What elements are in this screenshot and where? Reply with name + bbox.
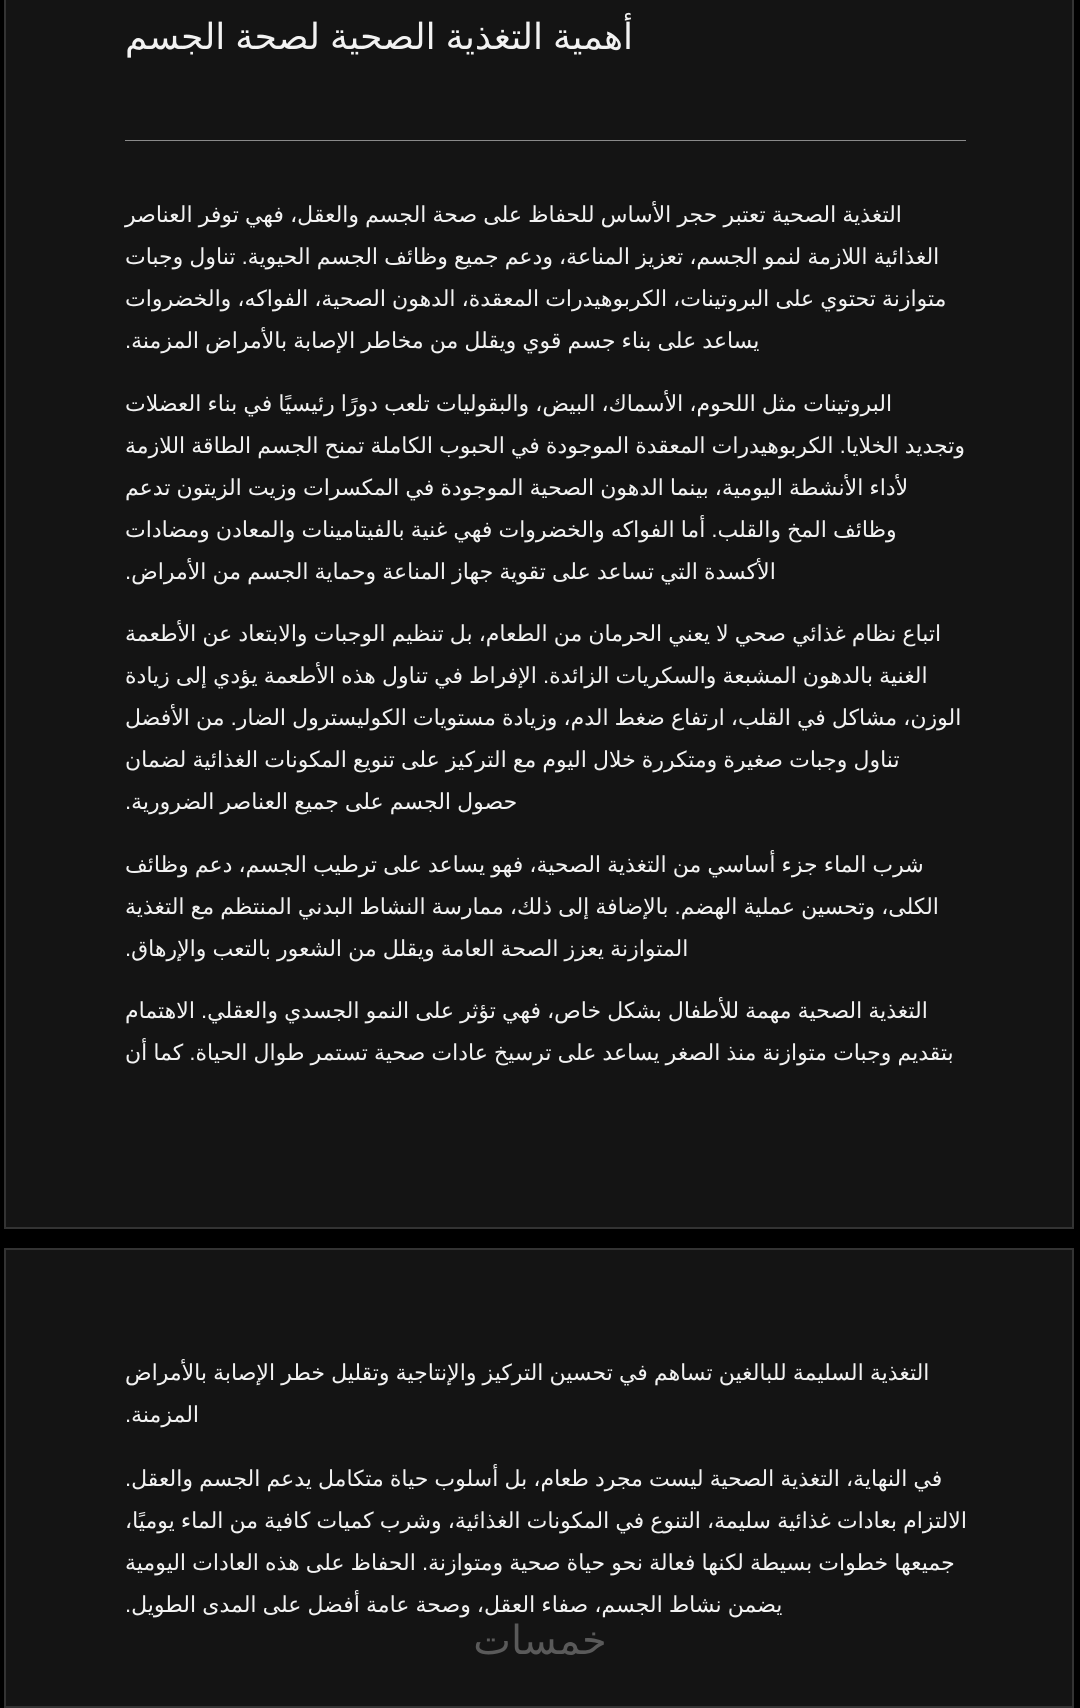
paragraph-line: الغذائية اللازمة لنمو الجسم، تعزيز المناعة، ودعم جميع وظائف الجسم الحيوية. تناول وجبات <box>125 244 940 269</box>
paragraph-line: شرب الماء جزء أساسي من التغذية الصحية، فهو يساعد على ترطيب الجسم، دعم وظائف <box>125 852 924 877</box>
article-paragraph <box>125 383 975 593</box>
paragraph-line: تناول وجبات صغيرة ومتكررة خلال اليوم مع التركيز على تنويع المكونات الغذائية لضمان <box>125 747 900 772</box>
paragraph-line: وتجديد الخلايا. الكربوهيدرات المعقدة الموجودة في الحبوب الكاملة تمنح الجسم الطاقة اللازمة <box>125 433 965 458</box>
paragraph-line: المزمنة. <box>125 1402 200 1427</box>
paragraph-line: الأكسدة التي تساعد على تقوية جهاز المناعة وحماية الجسم من الأمراض. <box>125 559 776 584</box>
article-paragraph <box>125 844 975 970</box>
paragraph-line: اتباع نظام غذائي صحي لا يعني الحرمان من الطعام، بل تنظيم الوجبات والابتعاد عن الأطعمة <box>125 621 942 646</box>
article-paragraph <box>125 990 975 1074</box>
article-paragraph <box>125 194 975 362</box>
paragraph-line: الكلى، وتحسين عملية الهضم. بالإضافة إلى ذلك، ممارسة النشاط البدني المنتظم مع التغذية <box>125 894 939 919</box>
paragraph-line: وظائف المخ والقلب. أما الفواكه والخضروات فهي غنية بالفيتامينات والمعادن ومضادات <box>125 517 897 542</box>
paragraph-line: المتوازنة يعزز الصحة العامة ويقلل من الشعور بالتعب والإرهاق. <box>125 936 689 961</box>
paragraph-line: بتقديم وجبات متوازنة منذ الصغر يساعد على ترسيخ عادات صحية تستمر طوال الحياة. كما أن <box>125 1040 954 1065</box>
article-paragraph <box>125 1458 975 1626</box>
paragraph-line: متوازنة تحتوي على البروتينات، الكربوهيدرات المعقدة، الدهون الصحية، الفواكه، والخضروات <box>125 286 947 311</box>
paragraph-line: جميعها خطوات بسيطة لكنها فعالة نحو حياة صحية ومتوازنة. الحفاظ على هذه العادات اليومية <box>125 1550 955 1575</box>
article-title: أهمية التغذية الصحية لصحة الجسم <box>125 16 633 57</box>
article-panel-1 <box>4 0 1074 1229</box>
paragraph-line: في النهاية، التغذية الصحية ليست مجرد طعام، بل أسلوب حياة متكامل يدعم الجسم والعقل. <box>125 1466 943 1491</box>
paragraph-line: لأداء الأنشطة اليومية، بينما الدهون الصحية الموجودة في المكسرات وزيت الزيتون تدعم <box>125 475 909 500</box>
paragraph-line: الغنية بالدهون المشبعة والسكريات الزائدة. الإفراط في تناول هذه الأطعمة يؤدي إلى زيادة <box>125 663 928 688</box>
article-paragraph <box>125 1352 975 1436</box>
paragraph-line: التغذية الصحية مهمة للأطفال بشكل خاص، فهي تؤثر على النمو الجسدي والعقلي. الاهتمام <box>125 998 928 1023</box>
paragraph-line: الوزن، مشاكل في القلب، ارتفاع ضغط الدم، وزيادة مستويات الكوليسترول الضار. من الأفضل <box>125 705 962 730</box>
article-paragraph <box>125 613 975 823</box>
paragraph-line: حصول الجسم على جميع العناصر الضرورية. <box>125 789 518 814</box>
paragraph-line: التغذية السليمة للبالغين تساهم في تحسين التركيز والإنتاجية وتقليل خطر الإصابة بالأمراض <box>125 1360 930 1385</box>
paragraph-line: الالتزام بعادات غذائية سليمة، التنوع في المكونات الغذائية، وشرب كميات كافية من الماء يوميًا، <box>125 1508 967 1533</box>
paragraph-line: يضمن نشاط الجسم، صفاء العقل، وصحة عامة أفضل على المدى الطويل. <box>125 1592 783 1617</box>
paragraph-line: التغذية الصحية تعتبر حجر الأساس للحفاظ على صحة الجسم والعقل، فهي توفر العناصر <box>125 202 902 227</box>
paragraph-line: البروتينات مثل اللحوم، الأسماك، البيض، والبقوليات تلعب دورًا رئيسيًا في بناء العضلات <box>125 391 893 416</box>
title-divider <box>125 140 966 141</box>
khamsat-watermark-logo: خمسات <box>473 1618 607 1664</box>
paragraph-line: يساعد على بناء جسم قوي ويقلل من مخاطر الإصابة بالأمراض المزمنة. <box>125 328 760 353</box>
